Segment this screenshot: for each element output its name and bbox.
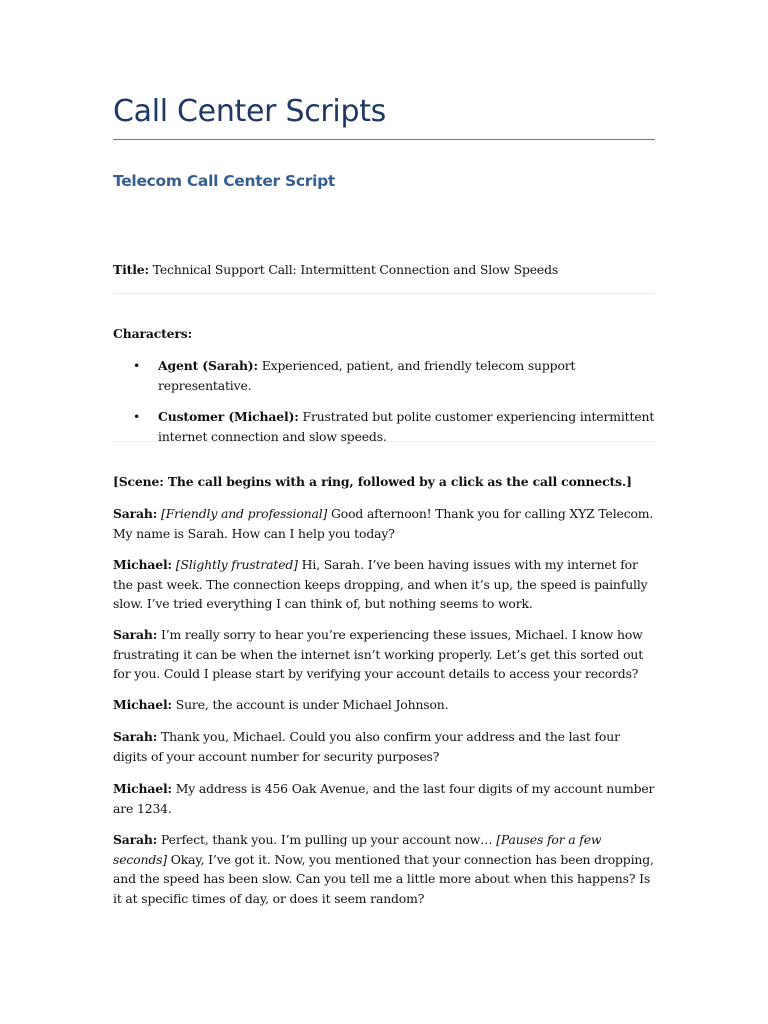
title-underline <box>113 139 655 140</box>
dialogue-text: Okay, I’ve got it. Now, you mentioned that your connection has been dropping, and the speed has been slow. Can you tell me a little more about when this happens? Is it at specific times of day, or does it seem random? <box>113 851 654 906</box>
stage-direction: [Friendly and professional] <box>161 506 328 521</box>
characters-list <box>113 356 655 446</box>
stage-direction: [Pauses for a few seconds] <box>113 832 602 867</box>
dialogue-text: My address is 456 Oak Avenue, and the last four digits of my account number are 1234. <box>113 781 655 816</box>
character-item-agent <box>113 356 655 395</box>
character-description: Frustrated but polite customer experiencing intermittent internet connection and slow speeds. <box>158 409 655 444</box>
dialogue-line <box>113 727 655 766</box>
speaker-name: Sarah: <box>113 627 158 642</box>
bullet-icon: • <box>133 358 141 373</box>
document-title: Call Center Scripts <box>113 94 386 129</box>
dialogue-line <box>113 695 655 715</box>
speaker-name: Sarah: <box>113 729 158 744</box>
divider <box>113 293 655 294</box>
dialogue-text: Good afternoon! Thank you for calling XYZ Telecom. My name is Sarah. How can I help you today? <box>113 506 654 541</box>
dialogue-line <box>113 830 655 908</box>
character-name: Agent (Sarah): <box>158 358 258 373</box>
dialogue-text: Sure, the account is under Michael Johnson. <box>171 697 449 712</box>
speaker-name: Sarah: <box>113 506 158 521</box>
title-line <box>113 260 655 280</box>
dialogue-text: Hi, Sarah. I’ve been having issues with my internet for the past week. The connection keeps dropping, and when it’s up, the speed is painfully slow. I’ve tried everything I can think of, but nothing seems to work. <box>113 557 648 611</box>
character-description: Experienced, patient, and friendly telecom support representative. <box>158 358 576 393</box>
characters-heading: Characters: <box>113 326 193 341</box>
dialogue-line <box>113 504 655 543</box>
title-text: Technical Support Call: Intermittent Connection and Slow Speeds <box>148 262 559 277</box>
character-name: Customer (Michael): <box>158 409 299 424</box>
dialogue-text: I’m really sorry to hear you’re experiencing these issues, Michael. I know how frustrating it can be when the internet isn’t working properly. Let’s get this sorted out for you. Could I please start by verifying your account details to access your records? <box>113 627 644 681</box>
divider <box>113 441 655 442</box>
dialogue-line <box>113 779 655 818</box>
stage-direction: [Slightly frustrated] <box>175 557 298 572</box>
section-heading: Telecom Call Center Script <box>113 172 335 190</box>
dialogue-line <box>113 555 655 614</box>
speaker-name: Michael: <box>113 697 172 712</box>
scene-description: [Scene: The call begins with a ring, followed by a click as the call connects.] <box>113 474 632 489</box>
dialogue-line <box>113 625 655 684</box>
bullet-icon: • <box>133 409 141 424</box>
speaker-name: Michael: <box>113 781 172 796</box>
dialogue-text: Thank you, Michael. Could you also confirm your address and the last four digits of your account number for security purposes? <box>113 729 620 764</box>
dialogue-text: Perfect, thank you. I’m pulling up your account now… <box>157 832 497 847</box>
title-label: Title: <box>113 262 149 277</box>
speaker-name: Michael: <box>113 557 172 572</box>
speaker-name: Sarah: <box>113 832 158 847</box>
